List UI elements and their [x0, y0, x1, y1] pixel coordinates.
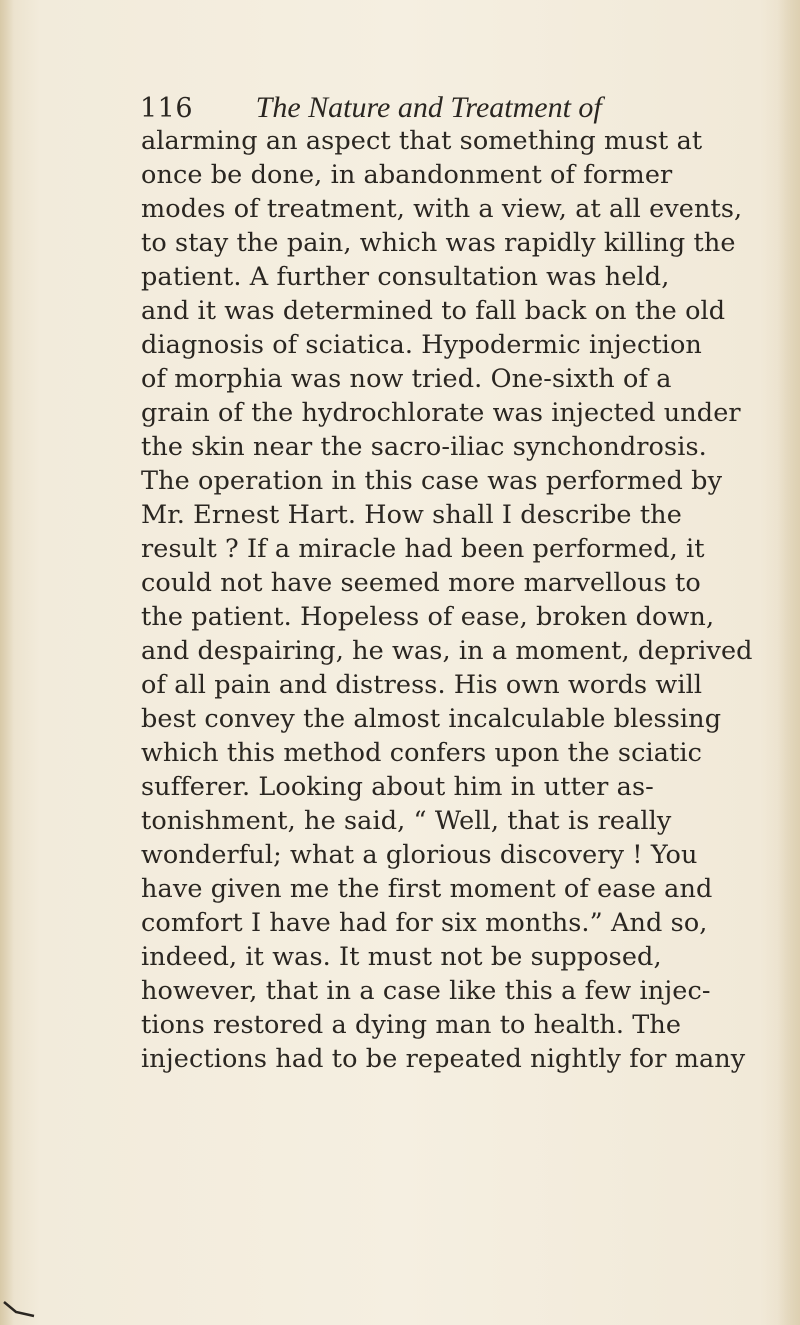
text-line: diagnosis of sciatica. Hypodermic injection: [141, 330, 702, 360]
text-line: modes of treatment, with a view, at all events,: [141, 194, 743, 224]
text-line: patient. A further consultation was held,: [141, 262, 670, 292]
text-line: have given me the first moment of ease and: [141, 874, 713, 904]
text-line: tonishment, he said, “ Well, that is really: [141, 806, 672, 836]
page-number: 116: [140, 93, 194, 124]
text-line: indeed, it was. It must not be supposed,: [141, 942, 662, 972]
text-line: wonderful; what a glorious discovery ! You: [141, 840, 698, 870]
text-line: grain of the hydrochlorate was injected under: [141, 398, 741, 428]
text-line: however, that in a case like this a few injec-: [141, 976, 711, 1006]
text-line: the skin near the sacro-iliac synchondrosis.: [141, 432, 707, 462]
text-line: tions restored a dying man to health. The: [141, 1010, 682, 1040]
text-line: and it was determined to fall back on the old: [141, 296, 726, 326]
text-line: result ? If a miracle had been performed, it: [141, 534, 705, 564]
text-line: injections had to be repeated nightly for many: [141, 1044, 746, 1074]
text-line: of all pain and distress. His own words will: [141, 670, 703, 700]
text-line: to stay the pain, which was rapidly killing the: [141, 228, 736, 258]
text-line: Mr. Ernest Hart. How shall I describe the: [141, 500, 682, 530]
text-line: of morphia was now tried. One-sixth of a: [141, 364, 672, 394]
text-line: best convey the almost incalculable blessing: [141, 704, 722, 734]
scan-corner-mark: [2, 1300, 36, 1318]
text-line: which this method confers upon the sciatic: [141, 738, 703, 768]
text-line: The operation in this case was performed by: [141, 466, 723, 496]
running-title: The Nature and Treatment of: [255, 91, 602, 124]
text-line: alarming an aspect that something must at: [141, 126, 703, 156]
text-line: the patient. Hopeless of ease, broken down,: [141, 602, 715, 632]
text-line: and despairing, he was, in a moment, deprived: [141, 636, 753, 666]
text-line: comfort I have had for six months.” And so,: [141, 908, 708, 938]
body-text: [141, 124, 791, 1076]
text-line: sufferer. Looking about him in utter as-: [141, 772, 654, 802]
page-gutter-shadow: [0, 0, 14, 1325]
text-line: could not have seemed more marvellous to: [141, 568, 701, 598]
text-line: once be done, in abandonment of former: [141, 160, 673, 190]
